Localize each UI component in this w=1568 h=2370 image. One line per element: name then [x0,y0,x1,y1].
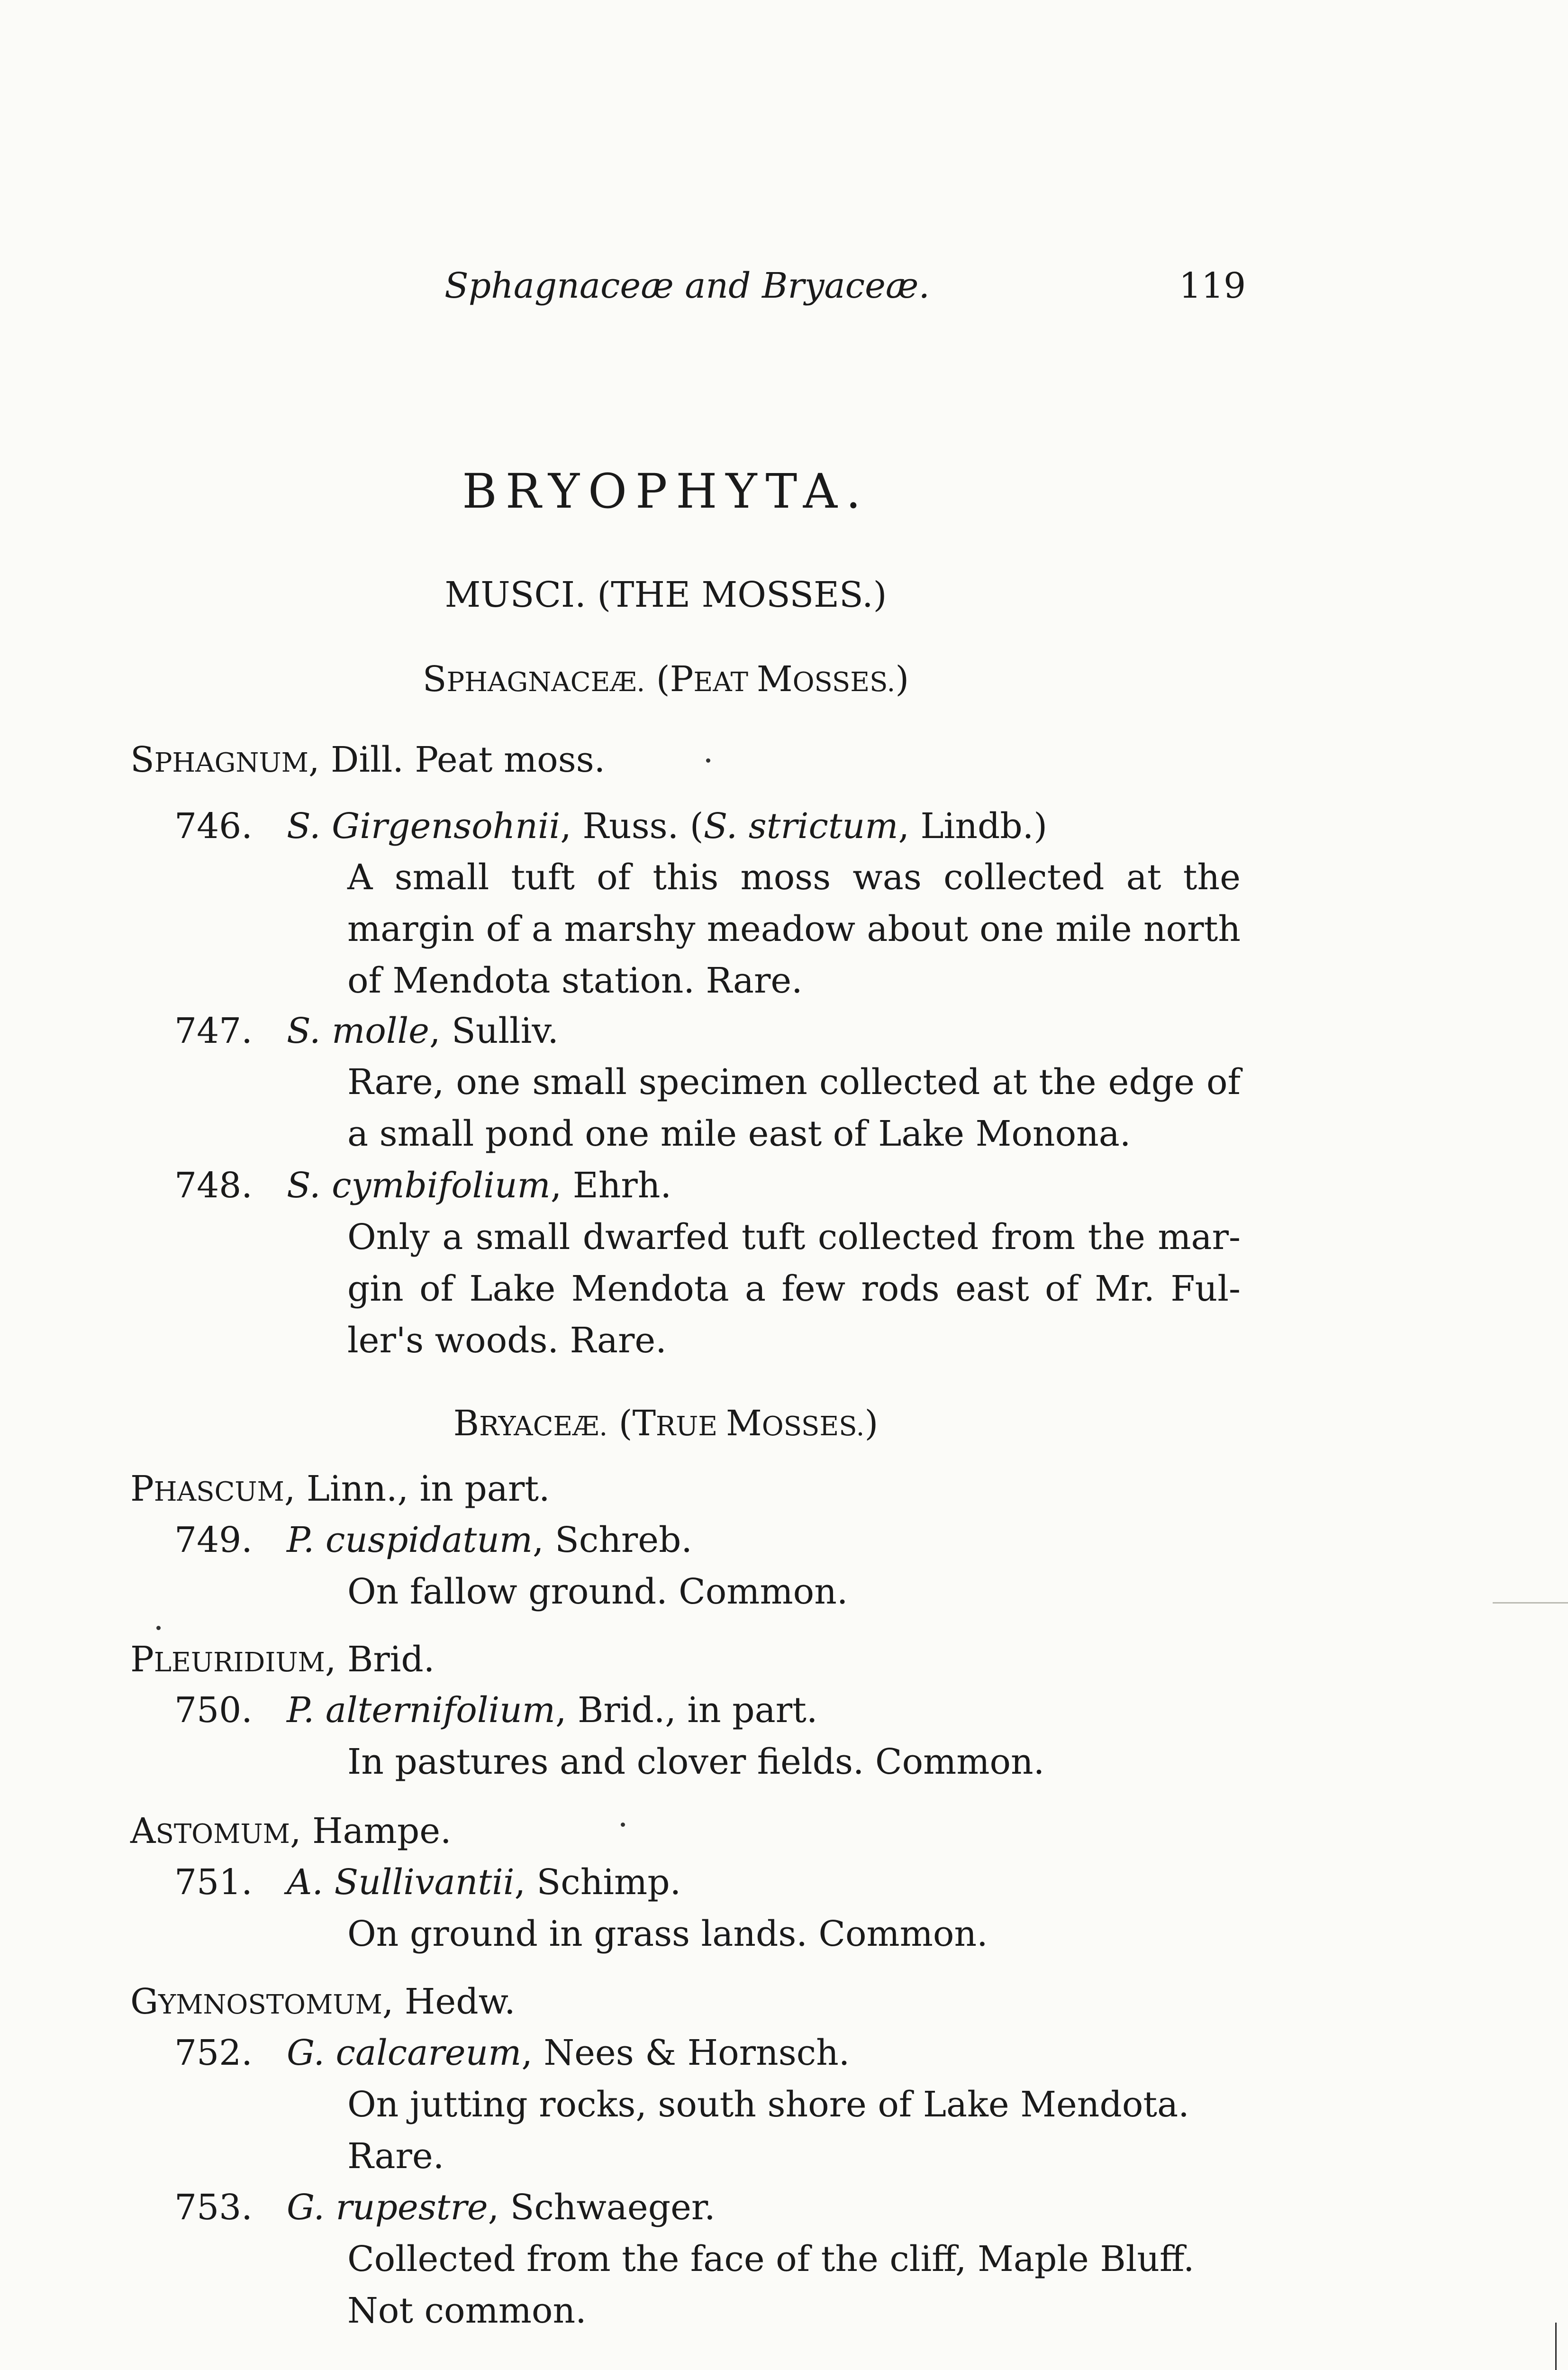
species-name: P. cuspidatum, Schreb. [287,1520,692,1560]
family-heading-bryaceae: BRYACEÆ. (TRUE MOSSES.) [453,1403,879,1444]
page-subtitle: MUSCI. (THE MOSSES.) [444,574,887,615]
page-title: BRYOPHYTA. [462,464,870,519]
running-head-title: Sphagnaceæ and Bryaceæ. [444,265,930,306]
species-name: S. Girgensohnii, Russ. (S. strictum, Lindb.) [287,806,1048,847]
species-number: 747. [174,1011,253,1051]
genus-heading-gymnostomum: GYMNOSTOMUM, Hedw. [130,1981,516,2022]
species-note-line: Collected from the face of the cliff, Maple Bluff. [347,2239,1195,2279]
species-note-line: On fallow ground. Common. [347,1571,848,1612]
species-note-line: gin of Lake Mendota a few rods east of Mr. Ful- [347,1268,1241,1309]
species-number: 752. [174,2033,253,2073]
scan-edge-right [1555,2323,1557,2370]
species-note-line: A small tuft of this moss was collected at the [347,857,1241,898]
genus-heading-pleuridium: PLEURIDIUM, Brid. [130,1639,435,1680]
scan-speck [621,1823,625,1827]
scan-rule-mark [1493,1602,1568,1604]
species-number: 753. [174,2187,253,2228]
species-number: 750. [174,1690,253,1731]
species-note-line: Rare. [347,2136,444,2177]
species-number: 751. [174,1862,253,1903]
species-note-line: In pastures and clover fields. Common. [347,1741,1045,1782]
species-note-line: of Mendota station. Rare. [347,960,803,1001]
species-note-line: On jutting rocks, south shore of Lake Mendota. [347,2084,1189,2125]
species-note-line: Rare, one small specimen collected at the edge of [347,1062,1241,1103]
species-name: S. cymbifolium, Ehrh. [287,1165,671,1206]
species-note-line: Not common. [347,2290,587,2331]
species-number: 746. [174,806,253,847]
species-number: 748. [174,1165,253,1206]
species-note-line: On ground in grass lands. Common. [347,1914,988,1954]
genus-heading-phascum: PHASCUM, Linn., in part. [130,1468,550,1509]
species-name: A. Sullivantii, Schimp. [287,1862,681,1903]
species-name: P. alternifolium, Brid., in part. [287,1690,818,1731]
species-name: S. molle, Sulliv. [287,1011,559,1051]
species-number: 749. [174,1520,253,1560]
scan-speck [156,1626,161,1630]
species-note-line: ler's woods. Rare. [347,1320,667,1361]
family-heading-sphagnaceae: SPHAGNACEÆ. (PEAT MOSSES.) [422,659,909,700]
species-note-line: margin of a marshy meadow about one mile north [347,909,1241,949]
species-note-line: Only a small dwarfed tuft collected from the mar- [347,1217,1241,1258]
genus-heading-sphagnum: SPHAGNUM, Dill. Peat moss. [130,739,606,780]
page-number: 119 [1179,265,1246,306]
species-note-line: a small pond one mile east of Lake Monona. [347,1113,1131,1154]
scan-speck [706,758,710,763]
species-name: G. calcareum, Nees & Hornsch. [287,2033,850,2073]
genus-heading-astomum: ASTOMUM, Hampe. [130,1811,452,1851]
species-name: G. rupestre, Schwaeger. [287,2187,716,2228]
